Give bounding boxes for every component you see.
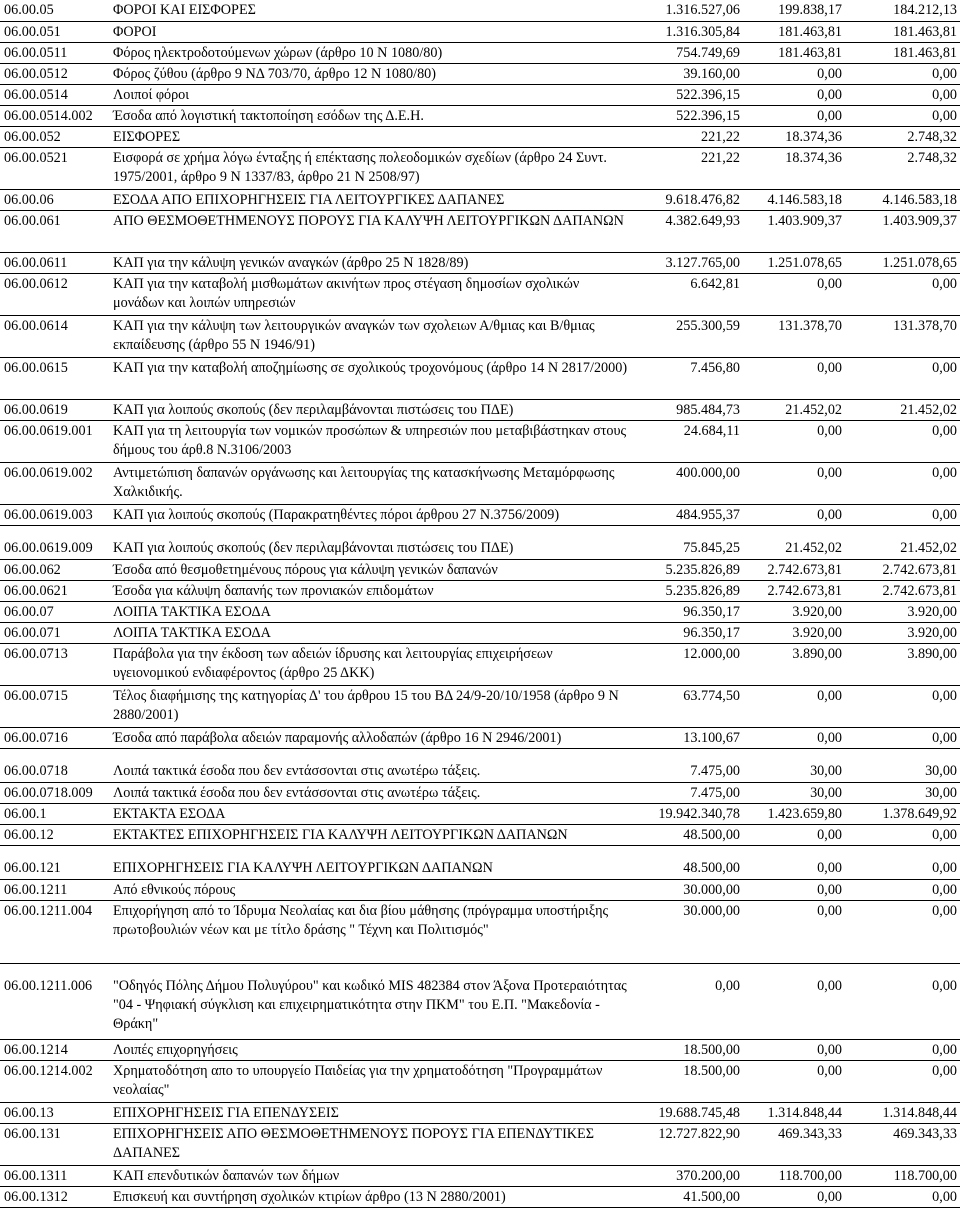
- account-code: 06.00.06: [0, 189, 110, 210]
- amount-budgeted: 6.642,81: [632, 273, 743, 315]
- table-row: [0, 1039, 960, 1060]
- account-code: 06.00.0619.003: [0, 504, 110, 525]
- account-description: ΦΟΡΟΙ: [110, 21, 632, 42]
- amount-budgeted: 7.475,00: [632, 761, 743, 782]
- account-description: Λοιπά τακτικά έσοδα που δεν εντάσσονται στις ανωτέρω τάξεις.: [110, 761, 632, 782]
- row-spacer: [0, 748, 960, 761]
- amount-collected: 0,00: [845, 504, 960, 525]
- account-code: 06.00.0615: [0, 357, 110, 399]
- table-row: [0, 273, 960, 315]
- amount-certified: 3.920,00: [743, 601, 845, 622]
- table-row: [0, 252, 960, 273]
- table-row: [0, 824, 960, 845]
- amount-budgeted: 48.500,00: [632, 858, 743, 879]
- amount-collected: 0,00: [845, 900, 960, 963]
- account-description: ΕΚΤΑΚΤΑ ΕΣΟΔΑ: [110, 803, 632, 824]
- amount-certified: 181.463,81: [743, 21, 845, 42]
- table-row: [0, 1060, 960, 1102]
- amount-budgeted: 3.127.765,00: [632, 252, 743, 273]
- amount-certified: 0,00: [743, 900, 845, 963]
- amount-collected: 21.452,02: [845, 538, 960, 559]
- amount-certified: 0,00: [743, 273, 845, 315]
- amount-collected: 30,00: [845, 761, 960, 782]
- account-description: Επισκευή και συντήρηση σχολικών κτιρίων άρθρο (13 Ν 2880/2001): [110, 1186, 632, 1207]
- account-code: 06.00.12: [0, 824, 110, 845]
- account-code: 06.00.1312: [0, 1186, 110, 1207]
- account-description: ΕΙΣΦΟΡΕΣ: [110, 126, 632, 147]
- amount-certified: 18.374,36: [743, 126, 845, 147]
- table-row: [0, 105, 960, 126]
- amount-budgeted: 30.000,00: [632, 879, 743, 900]
- account-code: 06.00.0718.009: [0, 782, 110, 803]
- table-row: [0, 900, 960, 963]
- amount-collected: 0,00: [845, 420, 960, 462]
- table-row: [0, 858, 960, 879]
- table-row: [0, 803, 960, 824]
- amount-collected: 469.343,33: [845, 1123, 960, 1165]
- account-code: 06.00.0512: [0, 63, 110, 84]
- amount-certified: 0,00: [743, 462, 845, 504]
- amount-budgeted: 255.300,59: [632, 315, 743, 357]
- amount-collected: 0,00: [845, 976, 960, 1039]
- table-row: [0, 685, 960, 727]
- account-code: 06.00.061: [0, 210, 110, 252]
- amount-collected: 0,00: [845, 357, 960, 399]
- account-description: Από εθνικούς πόρους: [110, 879, 632, 900]
- amount-collected: 3.890,00: [845, 643, 960, 685]
- account-code: 06.00.0619.002: [0, 462, 110, 504]
- amount-certified: 0,00: [743, 976, 845, 1039]
- amount-collected: 30,00: [845, 782, 960, 803]
- amount-collected: 0,00: [845, 462, 960, 504]
- row-spacer-cell: [0, 845, 960, 858]
- amount-collected: 0,00: [845, 824, 960, 845]
- table-row: [0, 1123, 960, 1165]
- table-row: [0, 1165, 960, 1186]
- account-description: ΚΑΠ για την καταβολή μισθωμάτων ακινήτων προς στέγαση δημοσίων σχολικών μονάδων και λοιπών υπηρεσιών: [110, 273, 632, 315]
- amount-certified: 4.146.583,18: [743, 189, 845, 210]
- amount-budgeted: 75.845,25: [632, 538, 743, 559]
- account-description: ΦΟΡΟΙ ΚΑΙ ΕΙΣΦΟΡΕΣ: [110, 0, 632, 21]
- table-row: [0, 126, 960, 147]
- account-description: ΕΠΙΧΟΡΗΓΗΣΕΙΣ ΑΠΟ ΘΕΣΜΟΘΕΤΗΜΕΝΟΥΣ ΠΟΡΟΥΣ ΓΙΑ ΕΠΕΝΔΥΤΙΚΕΣ ΔΑΠΑΝΕΣ: [110, 1123, 632, 1165]
- account-description: Λοιπές επιχορηγήσεις: [110, 1039, 632, 1060]
- amount-budgeted: 754.749,69: [632, 42, 743, 63]
- account-description: ΚΑΠ για την καταβολή αποζημίωσης σε σχολικούς τροχονόμους (άρθρο 14 Ν 2817/2000): [110, 357, 632, 399]
- amount-budgeted: 9.618.476,82: [632, 189, 743, 210]
- account-description: Χρηματοδότηση απο το υπουργείο Παιδείας για την χρηματοδότηση "Προγραμμάτων νεολαίας": [110, 1060, 632, 1102]
- account-description: ΚΑΠ επενδυτικών δαπανών των δήμων: [110, 1165, 632, 1186]
- amount-collected: 3.920,00: [845, 601, 960, 622]
- account-description: Παράβολα για την έκδοση των αδειών ίδρυσης και λειτουργίας επιχειρήσεων υγειονομικού ενδιαφέροντος (άρθρο 25 ΔΚΚ): [110, 643, 632, 685]
- amount-certified: 1.251.078,65: [743, 252, 845, 273]
- amount-certified: 0,00: [743, 504, 845, 525]
- account-code: 06.00.0621: [0, 580, 110, 601]
- amount-budgeted: 400.000,00: [632, 462, 743, 504]
- amount-budgeted: 96.350,17: [632, 601, 743, 622]
- amount-collected: 3.920,00: [845, 622, 960, 643]
- amount-collected: 181.463,81: [845, 21, 960, 42]
- account-description: Έσοδα από θεσμοθετημένους πόρους για κάλυψη γενικών δαπανών: [110, 559, 632, 580]
- account-code: 06.00.1211.004: [0, 900, 110, 963]
- table-row: [0, 42, 960, 63]
- amount-budgeted: 221,22: [632, 126, 743, 147]
- account-description: Αντιμετώπιση δαπανών οργάνωσης και λειτουργίας της κατασκήνωσης Μεταμόρφωσης Χαλκιδικής.: [110, 462, 632, 504]
- amount-budgeted: 1.316.527,06: [632, 0, 743, 21]
- row-spacer-cell: [0, 525, 960, 538]
- amount-certified: 469.343,33: [743, 1123, 845, 1165]
- account-description: ΛΟΙΠΑ ΤΑΚΤΙΚΑ ΕΣΟΔΑ: [110, 622, 632, 643]
- amount-collected: 2.748,32: [845, 126, 960, 147]
- amount-budgeted: 522.396,15: [632, 84, 743, 105]
- account-description: ΚΑΠ για λοιπούς σκοπούς (Παρακρατηθέντες πόροι άρθρου 27 Ν.3756/2009): [110, 504, 632, 525]
- account-code: 06.00.1214: [0, 1039, 110, 1060]
- account-description: Έσοδα από λογιστική τακτοποίηση εσόδων της Δ.Ε.Η.: [110, 105, 632, 126]
- row-spacer: [0, 845, 960, 858]
- account-code: 06.00.0716: [0, 727, 110, 748]
- account-code: 06.00.1211: [0, 879, 110, 900]
- account-code: 06.00.062: [0, 559, 110, 580]
- account-code: 06.00.1214.002: [0, 1060, 110, 1102]
- table-row: [0, 357, 960, 399]
- table-row: [0, 782, 960, 803]
- account-code: 06.00.0521: [0, 147, 110, 189]
- account-description: Λοιποί φόροι: [110, 84, 632, 105]
- account-description: Επιχορήγηση από το Ίδρυμα Νεολαίας και δια βίου μάθησης (πρόγραμμα υποστήριξης πρωτοβουλιών νέων και με τίτλο δράσης " Τέχνη και Πολιτισμός": [110, 900, 632, 963]
- table-row: [0, 727, 960, 748]
- amount-certified: 30,00: [743, 761, 845, 782]
- table-row: [0, 976, 960, 1039]
- account-code: 06.00.0715: [0, 685, 110, 727]
- account-description: Τέλος διαφήμισης της κατηγορίας Δ' του άρθρου 15 του ΒΔ 24/9-20/10/1958 (άρθρο 9 Ν 2880/2001): [110, 685, 632, 727]
- amount-budgeted: 7.475,00: [632, 782, 743, 803]
- table-row: [0, 1102, 960, 1123]
- account-description: ΕΠΙΧΟΡΗΓΗΣΕΙΣ ΓΙΑ ΕΠΕΝΔΥΣΕΙΣ: [110, 1102, 632, 1123]
- amount-collected: 21.452,02: [845, 399, 960, 420]
- account-description: "Οδηγός Πόλης Δήμου Πολυγύρου" και κωδικό MIS 482384 στον Άξονα Προτεραιότητας "04 - Ψηφιακή σύγκλιση και επιχειρηματικότητα στην ΠΚΜ" του Ε.Π. "Μακεδονία - Θράκη": [110, 976, 632, 1039]
- account-description: ΚΑΠ για λοιπούς σκοπούς (δεν περιλαμβάνονται πιστώσεις του ΠΔΕ): [110, 399, 632, 420]
- table-row: [0, 0, 960, 21]
- amount-collected: 1.403.909,37: [845, 210, 960, 252]
- account-code: 06.00.1311: [0, 1165, 110, 1186]
- account-description: Φόρος ζύθου (άρθρο 9 ΝΔ 703/70, άρθρο 12 Ν 1080/80): [110, 63, 632, 84]
- amount-budgeted: 1.316.305,84: [632, 21, 743, 42]
- amount-certified: 3.890,00: [743, 643, 845, 685]
- account-description: ΚΑΠ για λοιπούς σκοπούς (δεν περιλαμβάνονται πιστώσεις του ΠΔΕ): [110, 538, 632, 559]
- amount-budgeted: 96.350,17: [632, 622, 743, 643]
- amount-certified: 0,00: [743, 824, 845, 845]
- amount-budgeted: 7.456,80: [632, 357, 743, 399]
- amount-certified: 1.403.909,37: [743, 210, 845, 252]
- amount-certified: 18.374,36: [743, 147, 845, 189]
- amount-budgeted: 12.727.822,90: [632, 1123, 743, 1165]
- amount-collected: 0,00: [845, 879, 960, 900]
- account-code: 06.00.0718: [0, 761, 110, 782]
- table-row: [0, 643, 960, 685]
- amount-collected: 181.463,81: [845, 42, 960, 63]
- amount-budgeted: 484.955,37: [632, 504, 743, 525]
- amount-certified: 1.423.659,80: [743, 803, 845, 824]
- account-description: Φόρος ηλεκτροδοτούμενων χώρων (άρθρο 10 Ν 1080/80): [110, 42, 632, 63]
- amount-budgeted: 5.235.826,89: [632, 559, 743, 580]
- amount-collected: 0,00: [845, 84, 960, 105]
- table-row: [0, 315, 960, 357]
- table-row: [0, 399, 960, 420]
- account-code: 06.00.13: [0, 1102, 110, 1123]
- amount-collected: 0,00: [845, 727, 960, 748]
- amount-budgeted: 12.000,00: [632, 643, 743, 685]
- amount-certified: 0,00: [743, 63, 845, 84]
- amount-certified: 0,00: [743, 105, 845, 126]
- table-row: [0, 622, 960, 643]
- table-row: [0, 462, 960, 504]
- account-description: ΑΠΟ ΘΕΣΜΟΘΕΤΗΜΕΝΟΥΣ ΠΟΡΟΥΣ ΓΙΑ ΚΑΛΥΨΗ ΛΕΙΤΟΥΡΓΙΚΩΝ ΔΑΠΑΝΩΝ: [110, 210, 632, 252]
- amount-certified: 21.452,02: [743, 538, 845, 559]
- amount-certified: 0,00: [743, 727, 845, 748]
- account-code: 06.00.0619.009: [0, 538, 110, 559]
- account-code: 06.00.052: [0, 126, 110, 147]
- amount-certified: 0,00: [743, 858, 845, 879]
- amount-certified: 0,00: [743, 1186, 845, 1207]
- amount-collected: 0,00: [845, 105, 960, 126]
- amount-collected: 184.212,13: [845, 0, 960, 21]
- amount-budgeted: 18.500,00: [632, 1060, 743, 1102]
- account-description: Λοιπά τακτικά έσοδα που δεν εντάσσονται στις ανωτέρω τάξεις.: [110, 782, 632, 803]
- amount-certified: 2.742.673,81: [743, 559, 845, 580]
- account-code: 06.00.0713: [0, 643, 110, 685]
- amount-certified: 2.742.673,81: [743, 580, 845, 601]
- account-description: Έσοδα για κάλυψη δαπανής των προνιακών επιδομάτων: [110, 580, 632, 601]
- row-spacer: [0, 963, 960, 976]
- account-code: 06.00.051: [0, 21, 110, 42]
- account-code: 06.00.0619.001: [0, 420, 110, 462]
- amount-certified: 131.378,70: [743, 315, 845, 357]
- amount-collected: 1.314.848,44: [845, 1102, 960, 1123]
- amount-certified: 118.700,00: [743, 1165, 845, 1186]
- amount-collected: 1.251.078,65: [845, 252, 960, 273]
- account-code: 06.00.05: [0, 0, 110, 21]
- amount-collected: 1.378.649,92: [845, 803, 960, 824]
- amount-collected: 0,00: [845, 63, 960, 84]
- amount-budgeted: 39.160,00: [632, 63, 743, 84]
- row-spacer: [0, 525, 960, 538]
- account-description: ΛΟΙΠΑ ΤΑΚΤΙΚΑ ΕΣΟΔΑ: [110, 601, 632, 622]
- amount-budgeted: 41.500,00: [632, 1186, 743, 1207]
- account-description: ΚΑΠ για τη λειτουργία των νομικών προσώπων & υπηρεσιών που μεταβιβάστηκαν στους δήμους του άρθ.8 Ν.3106/2003: [110, 420, 632, 462]
- account-code: 06.00.0614: [0, 315, 110, 357]
- amount-budgeted: 221,22: [632, 147, 743, 189]
- table-row: [0, 761, 960, 782]
- amount-certified: 0,00: [743, 84, 845, 105]
- account-code: 06.00.1211.006: [0, 976, 110, 1039]
- account-description: ΚΑΠ για την κάλυψη των λειτουργικών αναγκών των σχολειων Α/θμιας και Β/θμιας εκπαίδευσης (άρθρο 55 Ν 1946/91): [110, 315, 632, 357]
- amount-collected: 0,00: [845, 685, 960, 727]
- amount-certified: 0,00: [743, 357, 845, 399]
- amount-certified: 181.463,81: [743, 42, 845, 63]
- table-row: [0, 601, 960, 622]
- account-code: 06.00.07: [0, 601, 110, 622]
- amount-collected: 118.700,00: [845, 1165, 960, 1186]
- amount-collected: 2.748,32: [845, 147, 960, 189]
- amount-certified: 30,00: [743, 782, 845, 803]
- amount-collected: 0,00: [845, 1186, 960, 1207]
- row-spacer-cell: [0, 748, 960, 761]
- table-row: [0, 84, 960, 105]
- amount-certified: 0,00: [743, 1060, 845, 1102]
- table-row: [0, 1186, 960, 1207]
- amount-budgeted: 370.200,00: [632, 1165, 743, 1186]
- table-row: [0, 189, 960, 210]
- account-description: Εισφορά σε χρήμα λόγω ένταξης ή επέκτασης πολεοδομικών σχεδίων (άρθρο 24 Συντ. 1975/2001, άρθρο 9 Ν 1337/83, άρθρο 21 Ν 2508/97): [110, 147, 632, 189]
- amount-collected: 0,00: [845, 1060, 960, 1102]
- table-row: [0, 210, 960, 252]
- amount-collected: 2.742.673,81: [845, 559, 960, 580]
- table-row: [0, 559, 960, 580]
- table-row: [0, 63, 960, 84]
- account-description: ΚΑΠ για την κάλυψη γενικών αναγκών (άρθρο 25 Ν 1828/89): [110, 252, 632, 273]
- table-row: [0, 538, 960, 559]
- account-code: 06.00.0511: [0, 42, 110, 63]
- amount-certified: 199.838,17: [743, 0, 845, 21]
- amount-budgeted: 63.774,50: [632, 685, 743, 727]
- amount-certified: 0,00: [743, 420, 845, 462]
- table-row: [0, 504, 960, 525]
- account-code: 06.00.1: [0, 803, 110, 824]
- amount-certified: 21.452,02: [743, 399, 845, 420]
- account-code: 06.00.0514: [0, 84, 110, 105]
- amount-collected: 131.378,70: [845, 315, 960, 357]
- table-row: [0, 21, 960, 42]
- amount-budgeted: 30.000,00: [632, 900, 743, 963]
- account-description: Έσοδα από παράβολα αδειών παραμονής αλλοδαπών (άρθρο 16 Ν 2946/2001): [110, 727, 632, 748]
- amount-budgeted: 4.382.649,93: [632, 210, 743, 252]
- amount-budgeted: 13.100,67: [632, 727, 743, 748]
- amount-certified: 0,00: [743, 1039, 845, 1060]
- table-row: [0, 420, 960, 462]
- amount-collected: 4.146.583,18: [845, 189, 960, 210]
- amount-budgeted: 19.942.340,78: [632, 803, 743, 824]
- amount-certified: 1.314.848,44: [743, 1102, 845, 1123]
- account-description: ΕΠΙΧΟΡΗΓΗΣΕΙΣ ΓΙΑ ΚΑΛΥΨΗ ΛΕΙΤΟΥΡΓΙΚΩΝ ΔΑΠΑΝΩΝ: [110, 858, 632, 879]
- amount-budgeted: 5.235.826,89: [632, 580, 743, 601]
- account-code: 06.00.071: [0, 622, 110, 643]
- amount-certified: 3.920,00: [743, 622, 845, 643]
- account-code: 06.00.0612: [0, 273, 110, 315]
- account-code: 06.00.0619: [0, 399, 110, 420]
- account-code: 06.00.121: [0, 858, 110, 879]
- row-spacer-cell: [0, 963, 960, 976]
- table-row: [0, 879, 960, 900]
- amount-budgeted: 24.684,11: [632, 420, 743, 462]
- account-code: 06.00.131: [0, 1123, 110, 1165]
- amount-collected: 0,00: [845, 1039, 960, 1060]
- account-code: 06.00.0611: [0, 252, 110, 273]
- amount-budgeted: 0,00: [632, 976, 743, 1039]
- amount-budgeted: 48.500,00: [632, 824, 743, 845]
- amount-collected: 2.742.673,81: [845, 580, 960, 601]
- amount-certified: 0,00: [743, 685, 845, 727]
- amount-budgeted: 19.688.745,48: [632, 1102, 743, 1123]
- amount-budgeted: 985.484,73: [632, 399, 743, 420]
- account-description: ΕΣΟΔΑ ΑΠΟ ΕΠΙΧΟΡΗΓΗΣΕΙΣ ΓΙΑ ΛΕΙΤΟΥΡΓΙΚΕΣ ΔΑΠΑΝΕΣ: [110, 189, 632, 210]
- amount-collected: 0,00: [845, 273, 960, 315]
- amount-budgeted: 18.500,00: [632, 1039, 743, 1060]
- amount-certified: 0,00: [743, 879, 845, 900]
- table-row: [0, 147, 960, 189]
- amount-budgeted: 522.396,15: [632, 105, 743, 126]
- table-row: [0, 580, 960, 601]
- amount-collected: 0,00: [845, 858, 960, 879]
- account-code: 06.00.0514.002: [0, 105, 110, 126]
- account-description: ΕΚΤΑΚΤΕΣ ΕΠΙΧΟΡΗΓΗΣΕΙΣ ΓΙΑ ΚΑΛΥΨΗ ΛΕΙΤΟΥΡΓΙΚΩΝ ΔΑΠΑΝΩΝ: [110, 824, 632, 845]
